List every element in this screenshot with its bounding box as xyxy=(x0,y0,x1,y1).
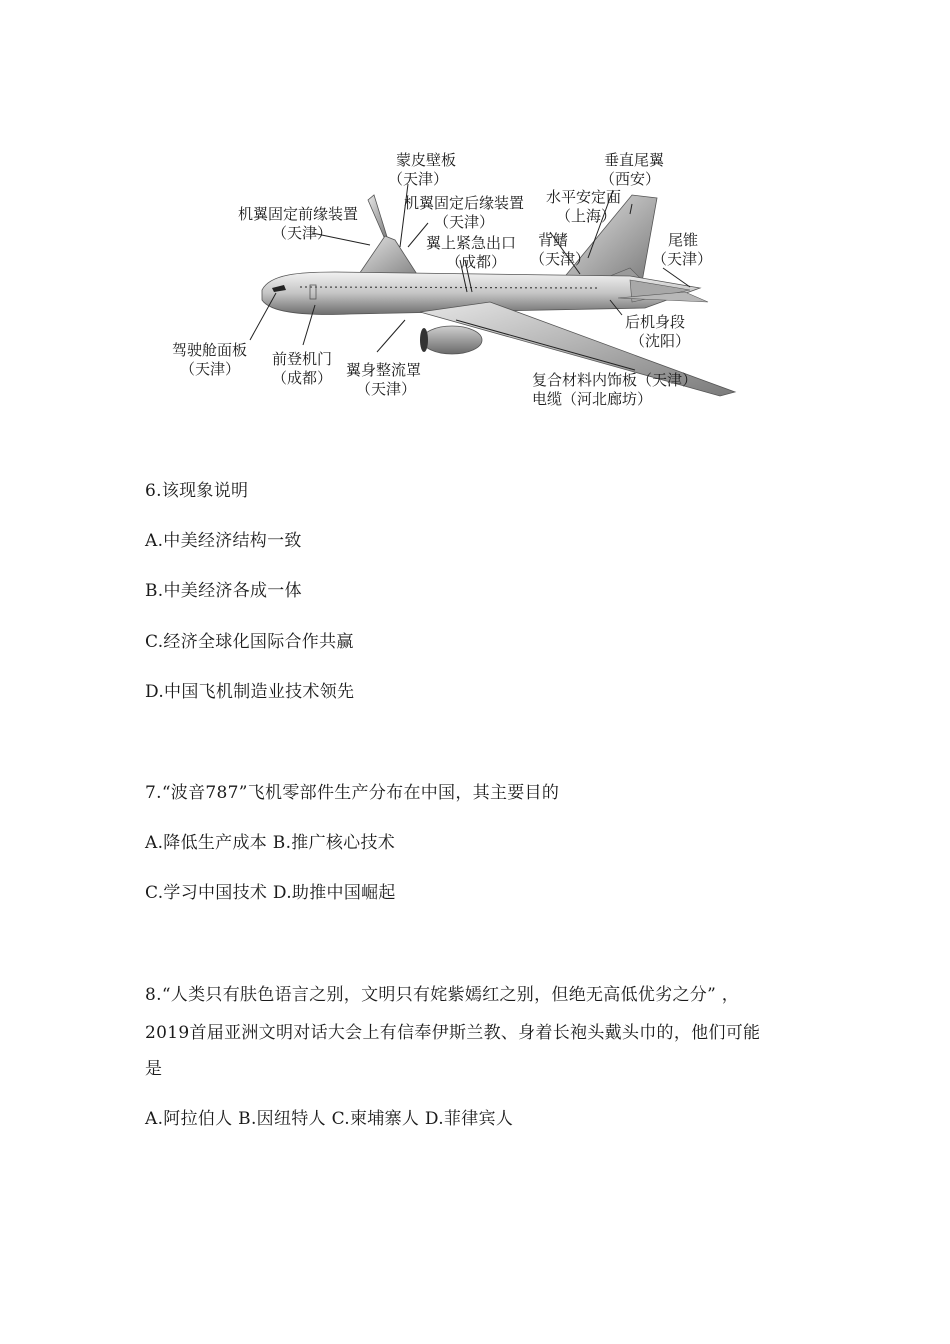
label-wing-fairing: 翼身整流罩 xyxy=(346,361,422,379)
q7-stem: 7.“波音787”飞机零部件生产分布在中国，其主要目的 xyxy=(145,783,560,803)
q6-option-b: B.中美经济各成一体 xyxy=(145,581,302,601)
label-horizontal-stab: 水平安定面 xyxy=(546,188,622,206)
label-wing-trailing: 机翼固定后缘装置 xyxy=(404,194,525,212)
label-emergency-exit: 翼上紧急出口 xyxy=(426,234,517,252)
q7-options-ab: A.降低生产成本 B.推广核心技术 xyxy=(145,833,396,853)
label-front-door: 前登机门 xyxy=(272,350,333,368)
label-dorsal-fin: 背鳍 xyxy=(538,231,569,249)
label-wing-trailing-loc: （天津） xyxy=(434,213,495,231)
label-skin-wall: 蒙皮壁板 xyxy=(396,151,457,169)
label-emergency-exit-loc: （成都） xyxy=(446,253,507,271)
engine-intake xyxy=(420,328,428,352)
engine-shape xyxy=(422,326,482,354)
q6-option-d: D.中国飞机制造业技术领先 xyxy=(145,682,355,702)
q6-option-a: A.中美经济结构一致 xyxy=(145,531,302,551)
q6-option-c: C.经济全球化国际合作共赢 xyxy=(145,632,354,652)
label-dorsal-fin-loc: （天津） xyxy=(530,250,591,268)
airplane-parts-diagram xyxy=(160,140,740,420)
q8-stem-line2: 2019首届亚洲文明对话大会上有信奉伊斯兰教、身着长袍头戴头巾的，他们可能 xyxy=(145,1023,761,1043)
label-tail-cone: 尾锥 xyxy=(668,231,699,249)
q7-options-cd: C.学习中国技术 D.助推中国崛起 xyxy=(145,883,396,903)
far-wing-shape xyxy=(368,195,388,240)
label-front-door-loc: （成都） xyxy=(272,369,333,387)
label-composite-interior: 复合材料内饰板（天津） xyxy=(532,371,698,389)
q8-options: A.阿拉伯人 B.因纽特人 C.柬埔寨人 D.菲律宾人 xyxy=(145,1109,514,1129)
label-wing-leading-loc: （天津） xyxy=(272,224,333,242)
label-wing-fairing-loc: （天津） xyxy=(356,380,417,398)
label-cockpit-panel-loc: （天津） xyxy=(180,360,241,378)
q6-stem: 6.该现象说明 xyxy=(145,481,249,501)
label-wing-leading: 机翼固定前缘装置 xyxy=(238,205,359,223)
q8-stem-line1: 8.“人类只有肤色语言之别，文明只有姹紫嫣红之别，但绝无高低优劣之分” ， xyxy=(145,985,740,1005)
label-vertical-tail-loc: （西安） xyxy=(600,170,661,188)
label-horizontal-stab-loc: （上海） xyxy=(556,207,617,225)
q8-stem-line3: 是 xyxy=(145,1059,163,1079)
label-aft-fuselage-loc: （沈阳） xyxy=(630,332,691,350)
label-vertical-tail: 垂直尾翼 xyxy=(604,151,665,169)
label-aft-fuselage: 后机身段 xyxy=(625,313,686,331)
label-skin-wall-loc: （天津） xyxy=(388,170,449,188)
label-cockpit-panel: 驾驶舱面板 xyxy=(172,341,248,359)
label-tail-cone-loc: （天津） xyxy=(652,250,713,268)
label-cable: 电缆（河北廊坊） xyxy=(532,390,653,408)
